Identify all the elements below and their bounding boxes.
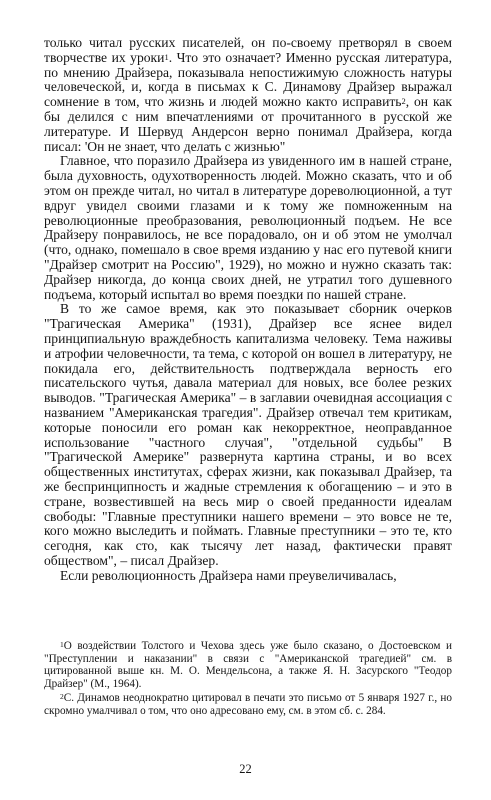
paragraph-1-text-a: только читал русских писателей, он по-своему претворял в своем творчестве их уроки bbox=[44, 35, 452, 65]
paragraph-4: Если революционность Драйзера нами преувеличивалась, bbox=[60, 567, 397, 583]
page-number: 22 bbox=[239, 762, 252, 776]
paragraph-2: Главное, что поразило Драйзера из увиденного им в нашей стране, была духовность, одухотворенность людей. Можно сказать, что и об этом он прежде читал, но читал в литературе дореволюционной, а тут вдруг увидел своими глазами и к тому же помноженным на революционные преобразования, революционный подъем. Не все Драйзеру понравилось, не все порадовало, он и об этом не умолчал (что, однако, помешало в свое время изданию у нас его путевой книги "Драйзер смотрит на Россию", 1929), но можно и нужно сказать так: Драйзер никогда, до конца своих дней, не утратил того душевного подъема, который испытал во время поездки по нашей стране. bbox=[44, 153, 452, 302]
paragraph-3: В то же самое время, как это показывает сборник очерков "Трагическая Америка" (1931), Драйзер все яснее видел принципиальную враждебность капитализма человеку. Тема наживы и атрофии человечности, та тема, с которой он вошел в литературу, не покидала его, действительность подтверждала верность его писательского чутья, давала материал для новых, все более резких выводов. "Трагическая Америка" – в заглавии очевидная ассоциация с названием "Американская трагедия". Драйзер отвечал тем критикам, которые поносили его роман как некорректное, неоправданное использование "частного случая", "отдельной судьбы" В "Трагической Америке" развернута картина страны, и во всех общественных институтах, сферах жизни, как показывал Драйзер, та же беспринципность и жадные стремления к обогащению – и это в стране, возвестившей на весь мир о своей преданности идеалам свободы: "Главные преступники нашего времени – это вовсе не те, кого можно выследить и поймать. Главные преступники – это те, кто сегодня, как сто, как тысячу лет назад, фактически правят обществом", – писал Драйзер. bbox=[44, 301, 452, 568]
footnote-ref-2[interactable]: 2 bbox=[401, 96, 406, 107]
footnotes bbox=[44, 640, 452, 720]
paragraph-1 bbox=[44, 36, 452, 154]
paragraph-1-text-c: , он как бы делился с ним впечатлениями от прочитанного в русской же литературе. И Шервуд Андерсон верно понимал Драйзера, когда писал: 'Он не знает, что делать с жизнью" bbox=[44, 94, 452, 154]
footnote-mark-2: 2 bbox=[60, 692, 64, 702]
footnote-2-text: С. Динамов неоднократно цитировал в печати это письмо от 5 января 1927 г., но скромно умалчивал о том, что оно адресовано ему, см. в этом сб. с. 284. bbox=[44, 692, 452, 717]
main-text bbox=[44, 36, 452, 583]
footnote-2 bbox=[44, 692, 452, 717]
footnote-ref-1[interactable]: 1 bbox=[164, 51, 169, 62]
footnote-1 bbox=[44, 640, 452, 690]
footnote-1-text: О воздействии Толстого и Чехова здесь уже было сказано, о Достоевском и "Преступлении и наказании" в связи с "Американской трагедией" см. в цитированной выше кн. М. О. Мендельсона, а также Я. Н. Засурского "Теодор Драйзер" (М., 1964). bbox=[44, 640, 452, 690]
paragraph-1-text-b: . Что это означает? Именно русская литература, по мнению Драйзера, показывала непостижимую сложность натуры человеческой, и, когда в письмах к С. Динамову Драйзер выражал сомнение в том, что жизнь и людей можно както исправить bbox=[44, 49, 452, 110]
footnote-mark-1: 1 bbox=[60, 640, 64, 649]
